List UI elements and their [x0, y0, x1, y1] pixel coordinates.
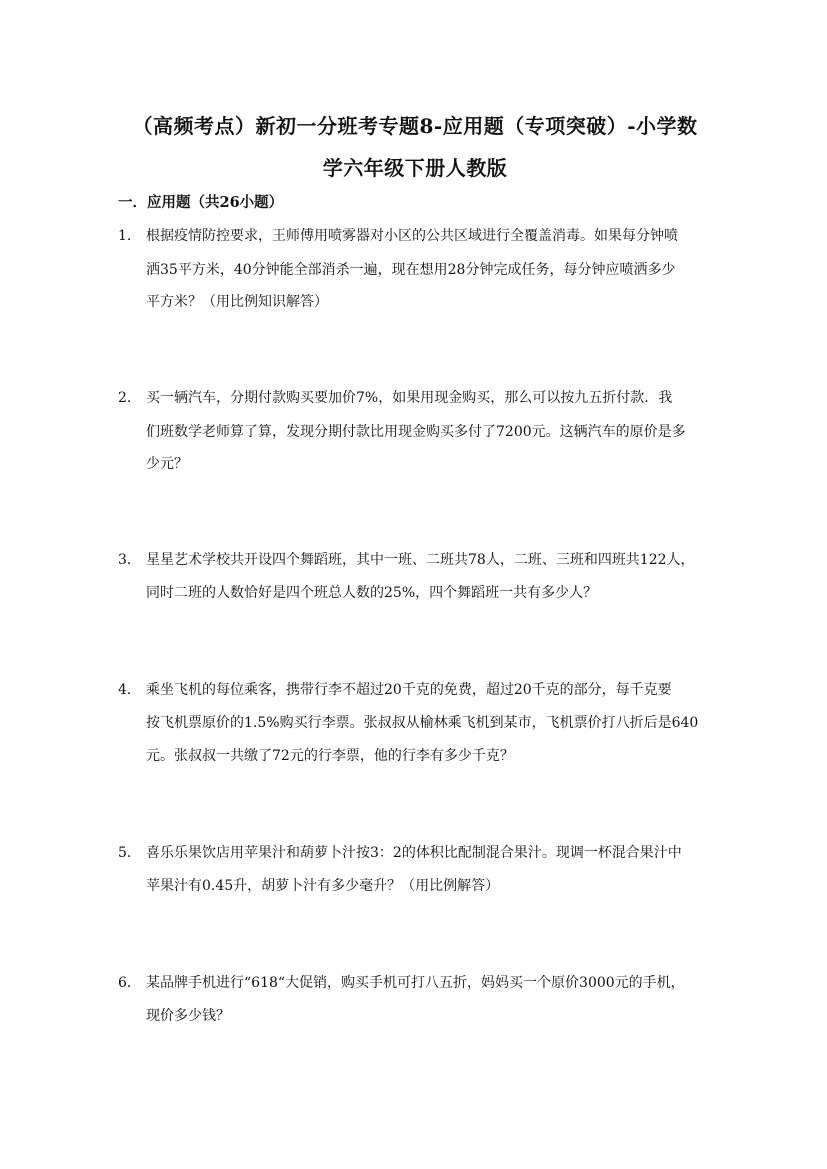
question-line: 少元？ — [146, 456, 188, 472]
section-heading: 一．应用题（共26小题） — [118, 194, 284, 211]
question-line: 星星艺术学校共开设四个舞蹈班，其中一班、二班共78人，二班、三班和四班共122人， — [146, 552, 695, 568]
question-line: 元。张叔叔一共缴了72元的行李票，他的行李有多少千克？ — [146, 748, 514, 764]
question-line: 某品牌手机进行“618“大促销，购买手机可打八五折，妈妈买一个原价3000元的手机， — [146, 975, 685, 991]
question-number: 4． — [118, 682, 141, 698]
question-number: 1． — [118, 228, 141, 244]
question-line: 喜乐乐果饮店用苹果汁和葫萝卜汁按3：2的体积比配制混合果汁。现调一杯混合果汁中 — [146, 845, 682, 861]
question-line: 按飞机票原价的1.5%购买行李票。张叔叔从榆林乘飞机到某市，飞机票价打八折后是640 — [146, 715, 699, 731]
question-line: 乘坐飞机的每位乘客，携带行李不超过20千克的免费，超过20千克的部分，每千克要 — [146, 682, 672, 698]
question-line: 们班数学老师算了算，发现分期付款比用现金购买多付了7200元。这辆汽车的原价是多 — [146, 424, 686, 440]
question-line: 洒35平方米，40分钟能全部消杀一遍，现在想用28分钟完成任务，每分钟应喷洒多少 — [146, 262, 676, 278]
question-number: 3． — [118, 552, 141, 568]
question-number: 5． — [118, 845, 141, 861]
document-title-line-2: 学六年级下册人教版 — [322, 156, 508, 180]
question-line: 买一辆汽车，分期付款购买要加价7%，如果用现金购买，那么可以按九五折付款．我 — [146, 390, 673, 406]
question-number: 6． — [118, 975, 141, 991]
document-title-line-1: （高频考点）新初一分班考专题8-应用题（专项突破）-小学数 — [132, 114, 698, 138]
question-number: 2． — [118, 390, 141, 406]
question-line: 同时二班的人数恰好是四个班总人数的25%，四个舞蹈班一共有多少人？ — [146, 585, 598, 601]
question-line: 苹果汁有0.45升，胡萝卜汁有多少毫升？（用比例解答） — [146, 878, 500, 894]
question-line: 平方米？（用比例知识解答） — [146, 294, 328, 310]
question-line: 现价多少钱？ — [146, 1008, 230, 1024]
question-line: 根据疫情防控要求，王师傅用喷雾器对小区的公共区域进行全覆盖消毒。如果每分钟喷 — [146, 228, 678, 244]
